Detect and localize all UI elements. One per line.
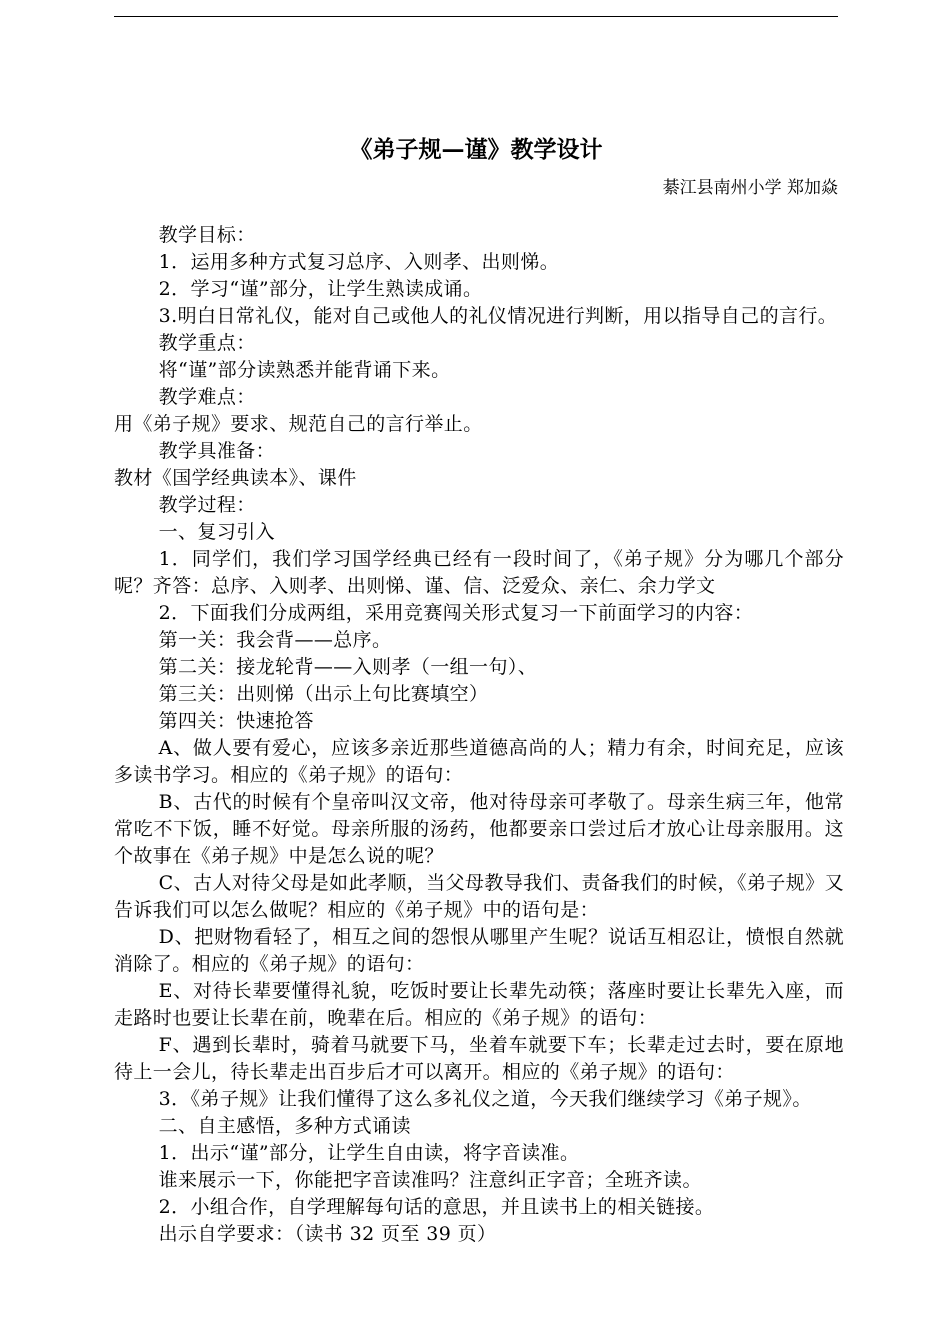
- level-item: 第二关：接龙轮背——入则孝（一组一句）、: [158, 656, 538, 678]
- objective-item: 2．学习“谨”部分，让学生熟读成诵。: [158, 278, 483, 300]
- process-step-heading: 二、自主感悟，多种方式诵读: [158, 1115, 411, 1137]
- quiz-question: E、对待长辈要懂得礼貌，吃饭时要让长辈先动筷；落座时要让长辈先入座，而走路时也要让长辈在前，晚辈在后。相应的《弟子规》的语句：: [114, 980, 844, 1029]
- header-rule: [114, 16, 838, 17]
- level-item: 第四关：快速抢答: [158, 710, 314, 732]
- document-body: [114, 222, 844, 1248]
- document-title: 《弟子规—谨》教学设计: [349, 136, 603, 163]
- process-paragraph: 3．《弟子规》让我们懂得了这么多礼仪之道，今天我们继续学习《弟子规》。: [158, 1088, 812, 1110]
- objective-item: 3.明白日常礼仪，能对自己或他人的礼仪情况进行判断，用以指导自己的言行。: [158, 305, 838, 327]
- materials-text: 教材《国学经典读本》、课件: [114, 467, 357, 489]
- process-paragraph: 1．同学们，我们学习国学经典已经有一段时间了，《弟子规》分为哪几个部分呢？齐答：总序、入则孝、出则悌、谨、信、泛爱众、亲仁、余力学文: [114, 548, 844, 597]
- section-heading-objectives: 教学目标：: [158, 224, 256, 246]
- quiz-question: D、把财物看轻了，相互之间的怨恨从哪里产生呢？说话互相忍让，愤恨自然就消除了。相应的《弟子规》的语句：: [114, 926, 844, 975]
- process-paragraph: 1．出示“谨”部分，让学生自由读，将字音读准。: [158, 1142, 580, 1164]
- quiz-question: F、遇到长辈时，骑着马就要下马，坐着车就要下车；长辈走过去时，要在原地待上一会儿，待长辈走出百步后才可以离开。相应的《弟子规》的语句：: [114, 1034, 844, 1083]
- section-heading-key-points: 教学重点：: [158, 332, 256, 354]
- process-paragraph: 2．下面我们分成两组，采用竞赛闯关形式复习一下前面学习的内容：: [158, 602, 754, 624]
- section-heading-process: 教学过程：: [158, 494, 256, 516]
- process-step-heading: 一、复习引入: [158, 521, 276, 543]
- level-item: 第一关：我会背——总序。: [158, 629, 392, 651]
- key-point-text: 将“谨”部分读熟悉并能背诵下来。: [158, 359, 451, 381]
- process-paragraph: 2．小组合作，自学理解每句话的意思，并且读书上的相关链接。: [158, 1196, 715, 1218]
- process-paragraph: 出示自学要求：（读书 32 页至 39 页）: [158, 1223, 497, 1245]
- level-item: 第三关：出则悌（出示上句比赛填空）: [158, 683, 489, 705]
- quiz-question: B、古代的时候有个皇帝叫汉文帝，他对待母亲可孝敬了。母亲生病三年，他常常吃不下饭，睡不好觉。母亲所服的汤药，他都要亲口尝过后才放心让母亲服用。这个故事在《弟子规》中是怎么说的呢？: [114, 791, 844, 867]
- process-paragraph: 谁来展示一下，你能把字音读准吗？注意纠正字音；全班齐读。: [158, 1169, 702, 1191]
- quiz-question: A、做人要有爱心，应该多亲近那些道德高尚的人；精力有余，时间充足，应该多读书学习。相应的《弟子规》的语句：: [114, 737, 844, 786]
- difficulty-text: 用《弟子规》要求、规范自己的言行举止。: [114, 413, 483, 435]
- document-author: 綦江县南州小学 郑加焱: [662, 178, 838, 198]
- objective-item: 1．运用多种方式复习总序、入则孝、出则悌。: [158, 251, 560, 273]
- quiz-question: C、古人对待父母是如此孝顺，当父母教导我们、责备我们的时候，《弟子规》又告诉我们可以怎么做呢？相应的《弟子规》中的语句是：: [114, 872, 844, 921]
- section-heading-materials: 教学具准备：: [158, 440, 276, 462]
- section-heading-difficulties: 教学难点：: [158, 386, 256, 408]
